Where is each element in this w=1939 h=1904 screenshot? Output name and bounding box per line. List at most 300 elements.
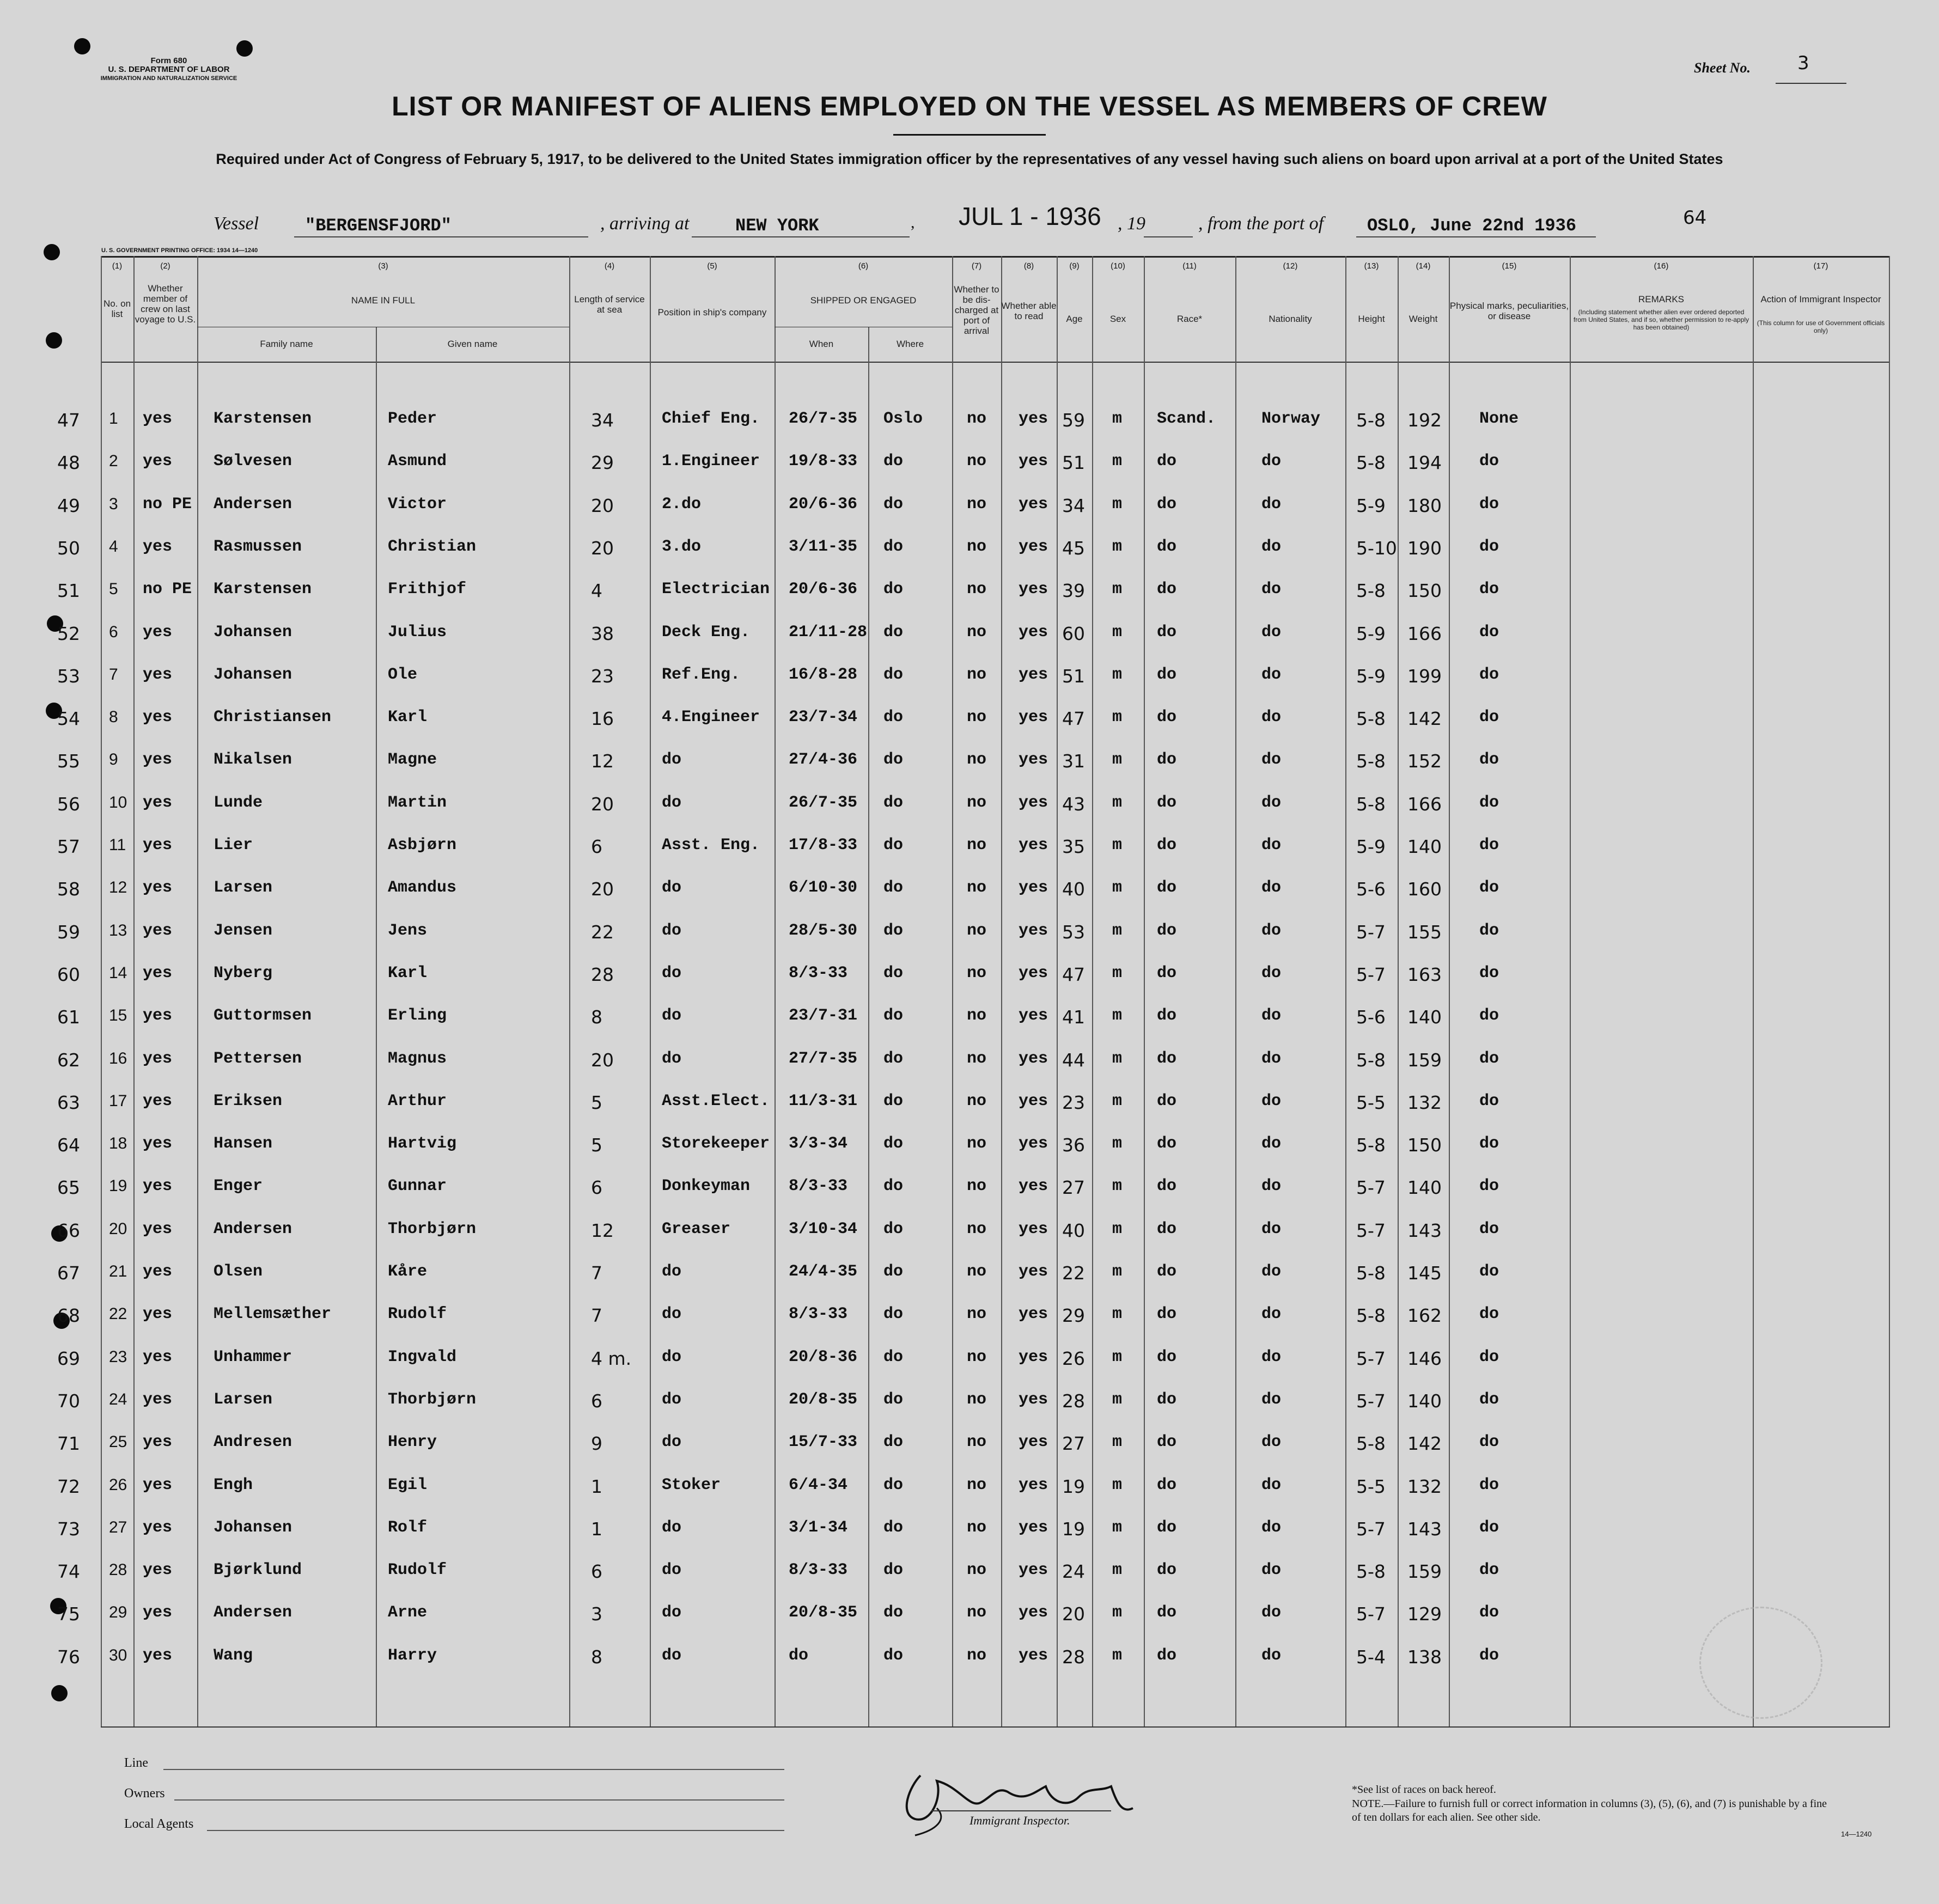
cell-position: 4.Engineer	[662, 708, 760, 727]
cell-weight: 150	[1407, 1134, 1442, 1156]
cell-discharged: no	[967, 1475, 987, 1494]
cell-when: do	[789, 1646, 809, 1665]
cell-race: do	[1157, 1262, 1177, 1281]
crew-row	[0, 446, 1939, 484]
crew-row	[0, 1128, 1939, 1166]
cell-marks: do	[1479, 452, 1499, 471]
cell-family: Eriksen	[214, 1091, 283, 1110]
cell-position: do	[662, 1390, 682, 1409]
cell-marks: None	[1479, 410, 1519, 428]
cell-where: do	[883, 623, 904, 642]
cell-no: 11	[109, 836, 126, 854]
cell-position: Deck Eng.	[662, 623, 751, 642]
cell-age: 60	[1062, 623, 1085, 644]
cell-marks: do	[1479, 1262, 1499, 1281]
cell-marks: do	[1479, 1347, 1499, 1366]
cell-read: yes	[1019, 963, 1048, 982]
cell-no: 26	[109, 1475, 127, 1494]
cell-height: 5-8	[1356, 750, 1386, 772]
cell-service: 20	[591, 878, 614, 900]
cell-age: 31	[1062, 750, 1085, 772]
col-number: (12)	[1283, 261, 1298, 271]
crew-row	[0, 531, 1939, 569]
cell-given: Arne	[388, 1603, 428, 1622]
cell-when: 6/10-30	[789, 878, 858, 898]
cell-discharged: no	[967, 1518, 987, 1537]
cell-no: 2	[109, 452, 118, 471]
cell-where: do	[883, 793, 904, 812]
cell-height: 5-9	[1356, 623, 1386, 644]
cell-given: Karl	[388, 708, 428, 727]
cell-margin: 67	[57, 1262, 80, 1284]
cell-when: 6/4-34	[789, 1475, 848, 1494]
cell-height: 5-8	[1356, 1049, 1386, 1071]
cell-race: do	[1157, 665, 1177, 684]
cell-no: 28	[109, 1561, 127, 1579]
cell-race: do	[1157, 793, 1177, 812]
cell-margin: 73	[57, 1518, 80, 1540]
crew-row	[0, 957, 1939, 996]
cell-when: 26/7-35	[789, 410, 858, 428]
cell-no: 22	[109, 1305, 127, 1323]
cell-service: 20	[591, 793, 614, 815]
cell-sex: m	[1112, 1262, 1123, 1281]
cell-service: 7	[591, 1262, 602, 1284]
cell-no: 9	[109, 750, 118, 769]
crew-row	[0, 1341, 1939, 1380]
header-weight: Weight	[1408, 314, 1438, 324]
cell-service: 6	[591, 1177, 602, 1199]
cell-where: do	[883, 580, 904, 599]
cell-family: Bjørklund	[214, 1561, 302, 1580]
cell-margin: 61	[57, 1006, 80, 1028]
cell-service: 29	[591, 452, 614, 474]
cell-no: 25	[109, 1433, 127, 1451]
cell-family: Rasmussen	[214, 537, 302, 556]
crew-row	[0, 1000, 1939, 1038]
cell-when: 8/3-33	[789, 1305, 848, 1324]
cell-when: 27/4-36	[789, 750, 858, 770]
cell-when: 11/3-31	[789, 1091, 858, 1110]
cell-position: do	[662, 793, 682, 812]
cell-nationality: do	[1261, 537, 1282, 556]
crew-row	[0, 1298, 1939, 1337]
cell-family: Hansen	[214, 1134, 273, 1154]
cell-when: 15/7-33	[789, 1433, 858, 1452]
cell-sex: m	[1112, 580, 1123, 599]
cell-age: 34	[1062, 495, 1085, 516]
cell-discharged: no	[967, 793, 987, 812]
cell-nationality: do	[1261, 1177, 1282, 1196]
cell-service: 6	[591, 836, 602, 857]
title-underline	[893, 134, 1046, 136]
crew-row	[0, 573, 1939, 612]
header-no-on-list: No. on list	[103, 298, 131, 319]
cell-family: Lier	[214, 836, 253, 855]
cell-family: Nikalsen	[214, 750, 292, 770]
cell-height: 5-4	[1356, 1646, 1386, 1668]
cell-last-voyage: yes	[143, 878, 173, 898]
cell-read: yes	[1019, 1518, 1048, 1537]
punch-hole	[44, 244, 60, 260]
cell-last-voyage: yes	[143, 1219, 173, 1238]
cell-family: Guttormsen	[214, 1006, 312, 1026]
cell-family: Olsen	[214, 1262, 263, 1281]
cell-last-voyage: yes	[143, 1433, 173, 1452]
cell-margin: 51	[57, 580, 80, 602]
cell-read: yes	[1019, 1561, 1048, 1580]
cell-weight: 159	[1407, 1561, 1442, 1583]
cell-discharged: no	[967, 1177, 987, 1196]
cell-discharged: no	[967, 1049, 987, 1068]
cell-where: do	[883, 1091, 904, 1110]
cell-read: yes	[1019, 1646, 1048, 1665]
cell-given: Rudolf	[388, 1305, 447, 1324]
cell-weight: 190	[1407, 537, 1442, 559]
cell-nationality: do	[1261, 495, 1282, 514]
cell-marks: do	[1479, 1006, 1499, 1026]
cell-no: 14	[109, 963, 127, 982]
cell-family: Sølvesen	[214, 452, 292, 471]
cell-given: Hartvig	[388, 1134, 457, 1154]
crew-row	[0, 617, 1939, 655]
cell-where: do	[883, 878, 904, 898]
cell-given: Peder	[388, 410, 437, 428]
cell-nationality: do	[1261, 708, 1282, 727]
punch-hole	[74, 38, 90, 54]
cell-height: 5-8	[1356, 1433, 1386, 1455]
cell-read: yes	[1019, 1347, 1048, 1366]
cell-discharged: no	[967, 1219, 987, 1238]
cell-sex: m	[1112, 1134, 1123, 1154]
cell-nationality: do	[1261, 1433, 1282, 1452]
cell-discharged: no	[967, 537, 987, 556]
cell-when: 8/3-33	[789, 1561, 848, 1580]
cell-sex: m	[1112, 452, 1123, 471]
cell-discharged: no	[967, 836, 987, 855]
crew-row	[0, 1384, 1939, 1422]
cell-read: yes	[1019, 836, 1048, 855]
cell-position: do	[662, 1006, 682, 1026]
header-race: Race*	[1176, 314, 1203, 324]
cell-given: Erling	[388, 1006, 447, 1026]
cell-race: do	[1157, 580, 1177, 599]
cell-last-voyage: yes	[143, 750, 173, 770]
col-number: (6)	[858, 261, 869, 271]
cell-weight: 192	[1407, 410, 1442, 431]
cell-where: do	[883, 665, 904, 684]
cell-age: 35	[1062, 836, 1085, 857]
cell-nationality: do	[1261, 1006, 1282, 1026]
crew-row	[0, 1426, 1939, 1464]
crew-row	[0, 1170, 1939, 1209]
crew-row	[0, 1085, 1939, 1124]
cell-margin: 57	[57, 836, 80, 857]
cell-discharged: no	[967, 1347, 987, 1366]
cell-where: do	[883, 1561, 904, 1580]
cell-weight: 129	[1407, 1603, 1442, 1625]
punch-hole	[51, 1685, 68, 1701]
cell-read: yes	[1019, 537, 1048, 556]
cell-position: do	[662, 1262, 682, 1281]
cell-age: 47	[1062, 963, 1085, 985]
header-inspector-action: Action of Immigrant Inspector	[1760, 294, 1881, 304]
cell-age: 24	[1062, 1561, 1085, 1583]
cell-when: 23/7-34	[789, 708, 858, 727]
cell-last-voyage: yes	[143, 1091, 173, 1110]
cell-margin: 76	[57, 1646, 80, 1668]
cell-discharged: no	[967, 708, 987, 727]
cell-position: do	[662, 1646, 682, 1665]
cell-family: Wang	[214, 1646, 253, 1665]
cell-last-voyage: yes	[143, 963, 173, 982]
cell-read: yes	[1019, 1177, 1048, 1196]
cell-service: 23	[591, 665, 614, 687]
cell-height: 5-8	[1356, 1134, 1386, 1156]
cell-race: do	[1157, 1219, 1177, 1238]
cell-service: 5	[591, 1091, 602, 1113]
cell-when: 26/7-35	[789, 793, 858, 812]
cell-last-voyage: yes	[143, 1603, 173, 1622]
cell-height: 5-9	[1356, 836, 1386, 857]
cell-race: Scand.	[1157, 410, 1216, 428]
cell-margin: 62	[57, 1049, 80, 1071]
cell-sex: m	[1112, 1091, 1123, 1110]
cell-weight: 140	[1407, 1177, 1442, 1199]
cell-read: yes	[1019, 921, 1048, 940]
cell-nationality: do	[1261, 1347, 1282, 1366]
cell-where: do	[883, 836, 904, 855]
cell-age: 28	[1062, 1390, 1085, 1412]
cell-discharged: no	[967, 495, 987, 514]
cell-read: yes	[1019, 1390, 1048, 1409]
cell-where: do	[883, 1518, 904, 1537]
cell-margin: 63	[57, 1091, 80, 1113]
cell-position: do	[662, 1049, 682, 1068]
cell-last-voyage: yes	[143, 452, 173, 471]
cell-age: 28	[1062, 1646, 1085, 1668]
cell-no: 8	[109, 708, 118, 727]
cell-where: do	[883, 1134, 904, 1154]
crew-row	[0, 659, 1939, 697]
cell-read: yes	[1019, 1603, 1048, 1622]
header-where: Where	[896, 339, 924, 349]
cell-marks: do	[1479, 1219, 1499, 1238]
cell-discharged: no	[967, 878, 987, 898]
cell-service: 38	[591, 623, 614, 644]
cell-margin: 65	[57, 1177, 80, 1199]
col-number: (4)	[604, 261, 615, 271]
cell-sex: m	[1112, 750, 1123, 770]
header-when: When	[809, 339, 834, 349]
cell-discharged: no	[967, 963, 987, 982]
cell-service: 12	[591, 750, 614, 772]
cell-service: 7	[591, 1305, 602, 1327]
cell-nationality: do	[1261, 1475, 1282, 1494]
cell-last-voyage: yes	[143, 1262, 173, 1281]
cell-family: Karstensen	[214, 410, 312, 428]
cell-weight: 194	[1407, 452, 1442, 474]
crew-row	[0, 1043, 1939, 1081]
punch-hole	[46, 332, 62, 349]
crew-row	[0, 1640, 1939, 1678]
cell-no: 10	[109, 793, 127, 811]
cell-family: Engh	[214, 1475, 253, 1494]
cell-margin: 56	[57, 793, 80, 815]
cell-service: 3	[591, 1603, 602, 1625]
cell-height: 5-9	[1356, 495, 1386, 516]
cell-read: yes	[1019, 1433, 1048, 1452]
cell-no: 5	[109, 580, 118, 599]
cell-height: 5-7	[1356, 1219, 1386, 1241]
cell-given: Amandus	[388, 878, 457, 898]
cell-sex: m	[1112, 1347, 1123, 1366]
cell-given: Thorbjørn	[388, 1219, 477, 1238]
cell-weight: 140	[1407, 1006, 1442, 1028]
crew-row	[0, 1597, 1939, 1635]
cell-position: do	[662, 1603, 682, 1622]
cell-nationality: Norway	[1261, 410, 1321, 428]
col-number: (17)	[1813, 261, 1828, 271]
footer-owners-label: Owners	[124, 1786, 165, 1801]
header-family-name: Family name	[260, 339, 313, 349]
cell-position: do	[662, 1433, 682, 1452]
cell-nationality: do	[1261, 1049, 1282, 1068]
cell-nationality: do	[1261, 878, 1282, 898]
cell-given: Jens	[388, 921, 428, 940]
cell-age: 40	[1062, 878, 1085, 900]
cell-when: 23/7-31	[789, 1006, 858, 1026]
cell-weight: 145	[1407, 1262, 1442, 1284]
cell-last-voyage: yes	[143, 1305, 173, 1324]
cell-no: 21	[109, 1262, 127, 1280]
cell-no: 24	[109, 1390, 127, 1408]
col-number: (1)	[112, 261, 123, 271]
header-given-name: Given name	[447, 339, 498, 349]
cell-position: Asst.Elect.	[662, 1091, 770, 1110]
cell-family: Pettersen	[214, 1049, 302, 1068]
cell-read: yes	[1019, 1305, 1048, 1324]
cell-sex: m	[1112, 1219, 1123, 1238]
footer-line-label: Line	[124, 1756, 148, 1770]
cell-family: Christiansen	[214, 708, 332, 727]
cell-family: Unhammer	[214, 1347, 292, 1366]
cell-given: Arthur	[388, 1091, 447, 1110]
cell-last-voyage: yes	[143, 1518, 173, 1537]
cell-where: do	[883, 1177, 904, 1196]
crew-row	[0, 1554, 1939, 1592]
cell-given: Frithjof	[388, 580, 467, 599]
cell-when: 8/3-33	[789, 963, 848, 982]
cell-given: Kåre	[388, 1262, 428, 1281]
cell-race: do	[1157, 836, 1177, 855]
cell-height: 5-8	[1356, 1305, 1386, 1327]
cell-age: 36	[1062, 1134, 1085, 1156]
cell-discharged: no	[967, 1561, 987, 1580]
inspector-title: Immigrant Inspector.	[970, 1814, 1070, 1827]
cell-family: Johansen	[214, 1518, 292, 1537]
cell-discharged: no	[967, 665, 987, 684]
cell-no: 3	[109, 495, 118, 513]
vessel-line: Vessel "BERGENSFJORD" , arriving at NEW YORK , JUL 1 - 1936 , 19 , from the port of OSLO, June 22nd 1936 64	[0, 202, 1939, 240]
cell-sex: m	[1112, 1603, 1123, 1622]
header-length-service: Length of service at sea	[574, 294, 645, 315]
cell-sex: m	[1112, 1006, 1123, 1026]
cell-margin: 72	[57, 1475, 80, 1497]
cell-position: Chief Eng.	[662, 410, 760, 428]
cell-sex: m	[1112, 537, 1123, 556]
cell-margin: 74	[57, 1561, 80, 1583]
cell-nationality: do	[1261, 1219, 1282, 1238]
cell-when: 20/8-35	[789, 1390, 858, 1409]
cell-given: Julius	[388, 623, 447, 642]
punch-hole	[236, 40, 253, 57]
header-bottom-border	[101, 362, 1890, 363]
cell-age: 53	[1062, 921, 1085, 943]
cell-race: do	[1157, 1518, 1177, 1537]
cell-sex: m	[1112, 1177, 1123, 1196]
cell-service: 8	[591, 1006, 602, 1028]
cell-age: 27	[1062, 1433, 1085, 1455]
cell-nationality: do	[1261, 836, 1282, 855]
cell-weight: 143	[1407, 1518, 1442, 1540]
cell-read: yes	[1019, 623, 1048, 642]
cell-margin: 55	[57, 750, 80, 772]
crew-row	[0, 872, 1939, 910]
cell-weight: 132	[1407, 1091, 1442, 1113]
cell-when: 27/7-35	[789, 1049, 858, 1068]
cell-weight: 132	[1407, 1475, 1442, 1497]
col-number: (15)	[1502, 261, 1517, 271]
cell-last-voyage: yes	[143, 537, 173, 556]
cell-where: do	[883, 495, 904, 514]
cell-where: do	[883, 537, 904, 556]
col-number: (10)	[1111, 261, 1125, 271]
cell-marks: do	[1479, 1134, 1499, 1154]
cell-marks: do	[1479, 1091, 1499, 1110]
cell-marks: do	[1479, 580, 1499, 599]
cell-no: 29	[109, 1603, 127, 1622]
cell-marks: do	[1479, 836, 1499, 855]
cell-nationality: do	[1261, 1518, 1282, 1537]
cell-race: do	[1157, 921, 1177, 940]
cell-height: 5-7	[1356, 1603, 1386, 1625]
cell-where: do	[883, 1262, 904, 1281]
header-remarks: REMARKS	[1638, 294, 1685, 304]
cell-when: 3/11-35	[789, 537, 858, 556]
cell-when: 28/5-30	[789, 921, 858, 940]
cell-service: 20	[591, 537, 614, 559]
cell-margin: 69	[57, 1347, 80, 1369]
cell-race: do	[1157, 452, 1177, 471]
cell-nationality: do	[1261, 623, 1282, 642]
cell-marks: do	[1479, 1475, 1499, 1494]
cell-when: 21/11-28	[789, 623, 868, 642]
cell-age: 51	[1062, 452, 1085, 474]
cell-race: do	[1157, 1177, 1177, 1196]
cell-race: do	[1157, 708, 1177, 727]
cell-position: do	[662, 878, 682, 898]
header-able-to-read: Whether able to read	[1001, 301, 1057, 321]
cell-discharged: no	[967, 1262, 987, 1281]
cell-margin: 70	[57, 1390, 80, 1412]
cell-position: Asst. Eng.	[662, 836, 760, 855]
cell-weight: 146	[1407, 1347, 1442, 1369]
cell-sex: m	[1112, 1561, 1123, 1580]
col-number: (14)	[1416, 261, 1431, 271]
cell-marks: do	[1479, 1305, 1499, 1324]
cell-read: yes	[1019, 495, 1048, 514]
